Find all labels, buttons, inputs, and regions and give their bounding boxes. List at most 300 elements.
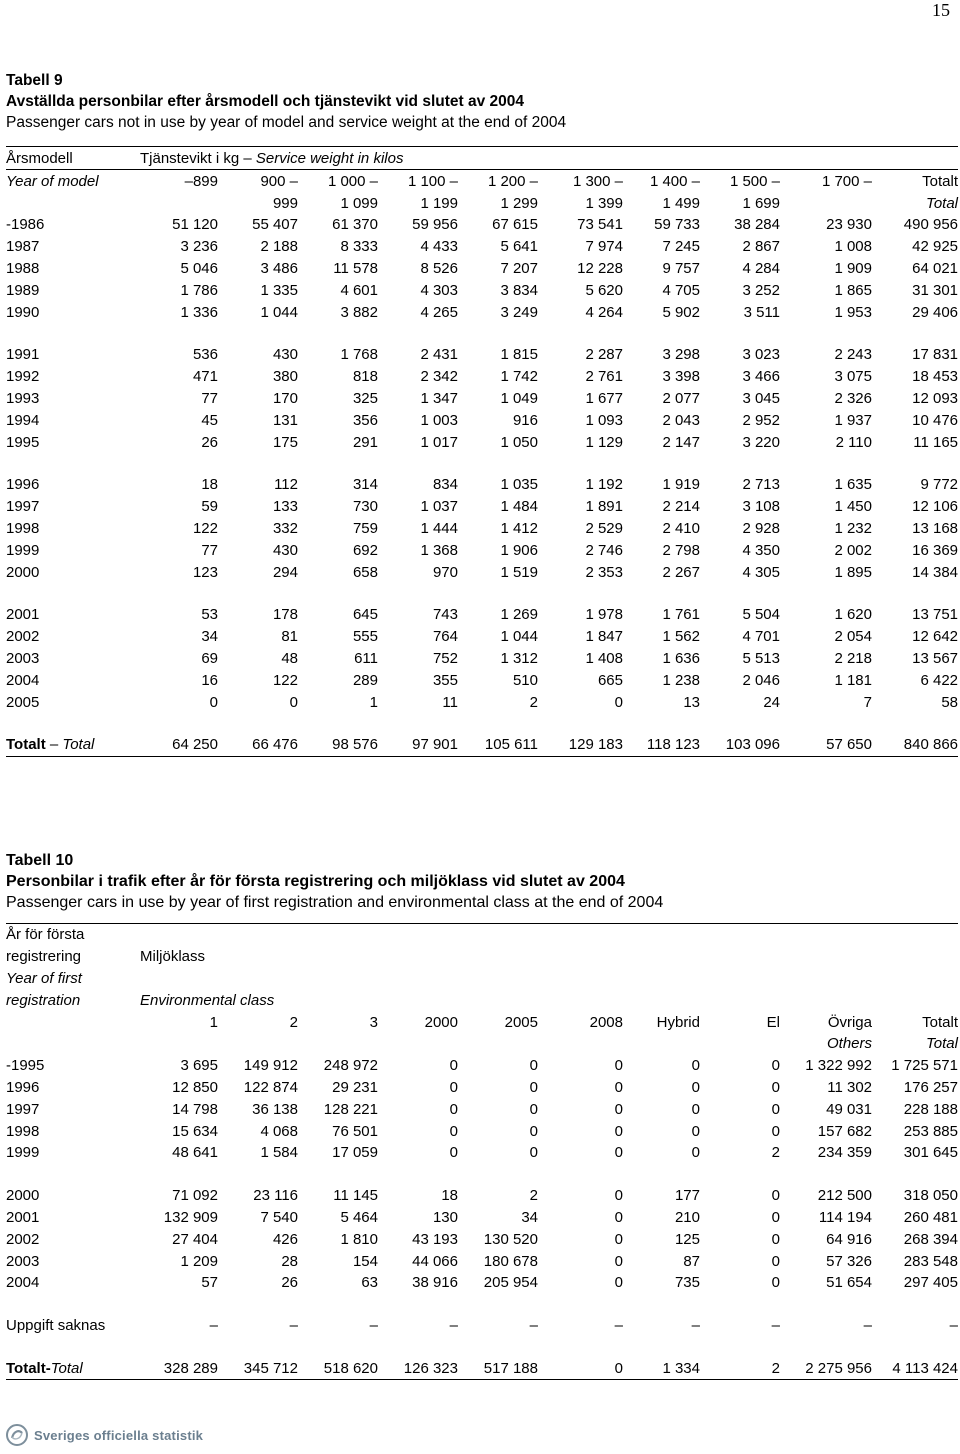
table-cell: 61 370	[332, 216, 378, 234]
table-cell: 26	[281, 1274, 298, 1292]
table-cell: 818	[352, 368, 378, 386]
total-cell: 126 323	[403, 1359, 458, 1377]
table-cell: 7 207	[500, 259, 538, 277]
table-row	[6, 1077, 958, 1099]
table-10-body	[6, 1055, 958, 1358]
table-row	[6, 279, 958, 301]
total-cell: 2	[771, 1359, 780, 1377]
col-bottom	[218, 1033, 298, 1055]
table-cell: 426	[272, 1230, 298, 1248]
table-cell: 1 865	[834, 281, 872, 299]
col-top: Hybrid	[656, 1013, 700, 1031]
col-bottom	[623, 1033, 700, 1055]
table-cell: 18	[441, 1187, 458, 1205]
col-bottom: 1 699	[742, 194, 780, 212]
col-top: 2008	[589, 1013, 623, 1031]
table-cell: 1 336	[180, 303, 218, 321]
col-top: 1	[209, 1013, 218, 1031]
table-cell: 3 023	[742, 346, 780, 364]
table-cell: 0	[209, 693, 218, 711]
table-cell: 1 937	[834, 411, 872, 429]
table-cell: 1 238	[662, 671, 700, 689]
table-9-head-row-3	[6, 192, 958, 214]
table-cell: 157 682	[817, 1122, 872, 1140]
table-cell: 3 252	[742, 281, 780, 299]
table-cell: –	[949, 1317, 958, 1335]
table-cell: 175	[272, 433, 298, 451]
table-cell: 380	[272, 368, 298, 386]
table-cell: 0	[771, 1252, 780, 1270]
table-cell: 17 059	[332, 1144, 378, 1162]
table-cell: 2 410	[662, 519, 700, 537]
table-cell: 3 236	[180, 238, 218, 256]
table-cell: 48	[281, 649, 298, 667]
table-cell: 3 486	[260, 259, 298, 277]
table-cell: 11 302	[827, 1078, 872, 1096]
col-top: –899	[184, 172, 218, 190]
total-cell: 129 183	[568, 736, 623, 754]
table-cell: 759	[352, 519, 378, 537]
table-cell: 12 850	[172, 1078, 218, 1096]
table-cell: 7 245	[662, 238, 700, 256]
table-cell: –	[449, 1317, 458, 1335]
table-cell: 1 847	[585, 628, 623, 646]
table-cell: 5 620	[585, 281, 623, 299]
table-10-head-row-4	[6, 989, 958, 1011]
table-cell: 1 636	[662, 649, 700, 667]
table-row	[6, 258, 958, 280]
table-cell: 735	[674, 1274, 700, 1292]
table-cell: 0	[614, 693, 623, 711]
table-9-title-sv: Avställda personbilar efter årsmodell och tjänstevikt vid slutet av 2004	[6, 93, 525, 110]
table-cell: 0	[614, 1187, 623, 1205]
row-label: 2004	[6, 671, 40, 689]
table-cell: 2 326	[834, 389, 872, 407]
table-cell: 1 484	[500, 498, 538, 516]
table-cell: 4 701	[742, 628, 780, 646]
table-cell: 1 742	[500, 368, 538, 386]
table-10-number: Tabell 10	[6, 852, 74, 869]
table-cell: 471	[192, 368, 218, 386]
row-label: 1997	[6, 498, 40, 516]
table-cell: 51 120	[172, 216, 218, 234]
table-9-colgroup-label	[140, 147, 958, 170]
table-cell: 53	[201, 606, 218, 624]
table-10-total-row	[6, 1358, 958, 1380]
table-cell: 658	[352, 563, 378, 581]
table-cell: 43 193	[412, 1230, 458, 1248]
row-label: 2000	[6, 1187, 40, 1205]
table-cell: 0	[771, 1230, 780, 1248]
table-cell: 430	[272, 346, 298, 364]
col-top: 2	[289, 1013, 298, 1031]
table-cell: 29 231	[332, 1078, 378, 1096]
table-9-total-row	[6, 734, 958, 756]
table-cell: 283 548	[903, 1252, 958, 1270]
table-cell: 2 267	[662, 563, 700, 581]
col-top: 1 500 –	[729, 172, 780, 190]
table-cell: 24	[763, 693, 780, 711]
table-cell: 73 541	[577, 216, 623, 234]
col-bottom: Total	[926, 194, 959, 212]
table-cell: 4 068	[260, 1122, 298, 1140]
table-9-title-en: Passenger cars not in use by year of model and service weight at the end of 2004	[6, 114, 567, 131]
table-cell: 1 635	[834, 476, 872, 494]
table-cell: 291	[352, 433, 378, 451]
table-cell: 1 768	[340, 346, 378, 364]
footer-logo	[6, 1424, 203, 1446]
col-bottom	[538, 1033, 623, 1055]
row-label: 2001	[6, 606, 40, 624]
table-cell: 1 761	[662, 606, 700, 624]
table-cell: 0	[691, 1100, 700, 1118]
table-cell: 1 044	[260, 303, 298, 321]
table-10-colgroup-sv: Miljöklass	[140, 948, 206, 966]
table-cell: 297 405	[903, 1274, 958, 1292]
table-cell: 2 214	[662, 498, 700, 516]
table-cell: 2 243	[834, 346, 872, 364]
row-label: 1994	[6, 411, 40, 429]
table-cell: 0	[529, 1100, 538, 1118]
table-10-head-row-2	[6, 946, 958, 968]
table-cell: 2 043	[662, 411, 700, 429]
table-9-rowhead-sv: Årsmodell	[6, 149, 73, 167]
total-label-en: Total	[50, 1359, 83, 1377]
table-10-total-label	[6, 1358, 140, 1380]
table-cell: 2 761	[585, 368, 623, 386]
col-bottom: Total	[926, 1035, 958, 1053]
row-label: 2005	[6, 693, 40, 711]
table-cell: 16 369	[912, 541, 959, 559]
table-cell: 57 326	[826, 1252, 872, 1270]
table-cell: 122	[272, 671, 298, 689]
col-top: 3	[369, 1013, 378, 1031]
table-row	[6, 1228, 958, 1250]
colgroup-en: Service weight in kilos	[255, 149, 404, 167]
table-cell: 154	[352, 1252, 378, 1270]
table-cell: 1 017	[420, 433, 458, 451]
col-top: Övriga	[827, 1013, 872, 1031]
table-cell: 0	[614, 1274, 623, 1292]
row-label: 1990	[6, 303, 40, 321]
row-label: 1997	[6, 1100, 40, 1118]
col-top: 1 000 –	[327, 172, 378, 190]
table-cell: 0	[691, 1057, 700, 1075]
table-cell: 9 772	[920, 476, 959, 494]
col-bottom	[378, 1033, 458, 1055]
table-cell: 0	[529, 1144, 538, 1162]
table-cell: 1 725 571	[891, 1057, 958, 1075]
table-cell: 2 002	[834, 541, 872, 559]
table-cell: 63	[361, 1274, 378, 1292]
group-spacer	[6, 323, 958, 344]
table-cell: 2 077	[662, 389, 700, 407]
table-10-rowhead-en-2: registration	[6, 991, 81, 1009]
table-cell: 0	[771, 1057, 780, 1075]
table-cell: 260 481	[903, 1208, 958, 1226]
row-label: 1999	[6, 541, 40, 559]
table-10	[6, 850, 958, 1386]
table-cell: 1 891	[585, 498, 623, 516]
table-10-head-row-3	[6, 968, 958, 990]
row-label: 2000	[6, 563, 40, 581]
table-cell: 430	[272, 541, 298, 559]
table-cell: 1 192	[585, 476, 623, 494]
col-bottom	[140, 192, 218, 214]
table-cell: 2 218	[834, 649, 872, 667]
table-cell: 1 232	[834, 519, 872, 537]
table-cell: 1 129	[585, 433, 623, 451]
table-cell: 210	[674, 1208, 700, 1226]
table-cell: 1 519	[500, 563, 538, 581]
table-cell: 289	[352, 671, 378, 689]
col-bottom: 1 099	[340, 194, 378, 212]
table-cell: 0	[614, 1122, 623, 1140]
row-label: 1988	[6, 259, 40, 277]
table-cell: 3 298	[662, 346, 700, 364]
table-cell: 2 054	[834, 628, 872, 646]
table-cell: 45	[201, 411, 218, 429]
table-10-head-row-1	[6, 924, 958, 946]
table-cell: 1 269	[500, 606, 538, 624]
table-cell: 645	[352, 606, 378, 624]
table-cell: 510	[512, 671, 538, 689]
table-cell: 0	[449, 1100, 458, 1118]
col-top: 2000	[424, 1013, 458, 1031]
table-cell: 34	[521, 1208, 538, 1226]
table-row	[6, 474, 958, 496]
table-cell: 0	[449, 1078, 458, 1096]
row-label: Uppgift saknas	[6, 1317, 106, 1335]
table-cell: 2 287	[585, 346, 623, 364]
total-cell: 0	[614, 1359, 623, 1377]
row-label: 2002	[6, 1230, 40, 1248]
table-row	[6, 236, 958, 258]
table-cell: 1 347	[420, 389, 458, 407]
table-row	[6, 366, 958, 388]
table-cell: 18 453	[912, 368, 959, 386]
table-cell: 0	[771, 1078, 780, 1096]
col-top: Totalt	[922, 1013, 958, 1031]
table-cell: 59 956	[412, 216, 458, 234]
table-cell: 77	[201, 389, 218, 407]
row-label: 1996	[6, 1078, 40, 1096]
table-row	[6, 1098, 958, 1120]
row-label: 1992	[6, 368, 40, 386]
table-cell: 38 916	[412, 1274, 458, 1292]
table-cell: 2 147	[662, 433, 700, 451]
col-bottom	[780, 192, 872, 214]
table-cell: 76 501	[332, 1122, 378, 1140]
table-cell: 1 209	[180, 1252, 218, 1270]
table-cell: 149 912	[243, 1057, 298, 1075]
total-cell: 328 289	[163, 1359, 218, 1377]
table-10-title-sv: Personbilar i trafik efter år för första registrering och miljöklass vid slutet av 2004	[6, 873, 625, 890]
total-label-sv: Totalt-	[6, 1359, 51, 1377]
table-cell: 1 953	[834, 303, 872, 321]
table-cell: 7 540	[260, 1208, 298, 1226]
table-cell: 176 257	[903, 1078, 958, 1096]
table-cell: 57	[201, 1274, 218, 1292]
table-row	[6, 561, 958, 583]
col-bottom: 1 199	[420, 194, 458, 212]
table-cell: –	[289, 1317, 298, 1335]
table-cell: 0	[529, 1122, 538, 1140]
table-cell: 112	[274, 476, 298, 494]
table-cell: 0	[614, 1144, 623, 1162]
table-cell: –	[691, 1317, 700, 1335]
table-row	[6, 496, 958, 518]
table-cell: 1 093	[585, 411, 623, 429]
table-cell: 170	[272, 389, 298, 407]
colgroup-dash: –	[243, 149, 252, 167]
col-bottom	[458, 1033, 538, 1055]
table-cell: 318 050	[903, 1187, 958, 1205]
table-cell: 122	[192, 519, 218, 537]
col-top: 1 200 –	[487, 172, 538, 190]
table-cell: 294	[272, 563, 298, 581]
group-spacer	[6, 1337, 958, 1358]
table-cell: 1 181	[834, 671, 872, 689]
table-cell: 8 526	[420, 259, 458, 277]
table-cell: 0	[771, 1208, 780, 1226]
row-label: 1995	[6, 433, 40, 451]
col-bottom	[700, 1033, 780, 1055]
table-10-rowhead-en-1: Year of first	[6, 969, 82, 987]
total-cell: 103 096	[725, 736, 780, 754]
table-cell: 87	[683, 1252, 700, 1270]
table-cell: 764	[432, 628, 458, 646]
table-cell: 2 529	[585, 519, 623, 537]
table-cell: 4 433	[420, 238, 458, 256]
table-cell: 268 394	[903, 1230, 958, 1248]
total-cell: 57 650	[826, 736, 872, 754]
table-cell: 1	[369, 693, 378, 711]
table-cell: 314	[352, 476, 378, 494]
table-cell: 7	[863, 693, 872, 711]
table-cell: 2 928	[742, 519, 780, 537]
table-row	[6, 1315, 958, 1337]
table-cell: 34	[201, 628, 218, 646]
table-cell: 5 513	[742, 649, 780, 667]
col-bottom	[140, 1033, 218, 1055]
table-cell: 2 110	[835, 433, 872, 451]
table-cell: 0	[614, 1208, 623, 1226]
total-label-sv: Totalt	[6, 736, 46, 754]
table-cell: 5 641	[500, 238, 538, 256]
table-cell: 1 335	[260, 281, 298, 299]
table-cell: 4 350	[742, 541, 780, 559]
col-top: 1 100 –	[407, 172, 458, 190]
group-spacer	[6, 1294, 958, 1315]
table-cell: 0	[614, 1057, 623, 1075]
row-label: -1995	[6, 1057, 45, 1075]
table-9-grid	[6, 146, 958, 765]
table-cell: 58	[941, 693, 959, 711]
col-bottom: Others	[826, 1035, 872, 1053]
total-cell: 840 866	[903, 736, 959, 754]
table-cell: 2 746	[585, 541, 623, 559]
total-label-dash: –	[49, 736, 59, 754]
table-cell: 1 815	[500, 346, 538, 364]
table-9-head-row-2	[6, 170, 958, 193]
table-cell: 1 909	[834, 259, 872, 277]
group-spacer	[6, 1164, 958, 1185]
table-cell: 1 368	[420, 541, 458, 559]
total-cell: 2 275 956	[805, 1359, 872, 1377]
table-cell: 67 615	[492, 216, 538, 234]
total-cell: 517 188	[483, 1359, 538, 1377]
table-cell: 1 044	[500, 628, 538, 646]
col-bottom	[298, 1033, 378, 1055]
table-cell: 3 511	[743, 303, 780, 321]
table-cell: 332	[272, 519, 298, 537]
row-label: 2003	[6, 649, 40, 667]
table-cell: 1 978	[585, 606, 623, 624]
table-cell: 69	[201, 649, 218, 667]
table-row	[6, 301, 958, 323]
table-cell: 5 504	[742, 606, 780, 624]
table-9-body	[6, 214, 958, 734]
table-cell: 10 476	[912, 411, 959, 429]
table-row	[6, 409, 958, 431]
table-cell: 234 359	[817, 1144, 872, 1162]
row-label: -1986	[6, 216, 45, 234]
table-cell: 48 641	[172, 1144, 218, 1162]
table-9	[6, 70, 958, 765]
table-cell: 4 601	[340, 281, 378, 299]
table-cell: 38 284	[734, 216, 780, 234]
table-cell: 1 444	[420, 519, 458, 537]
table-cell: 0	[691, 1078, 700, 1096]
table-cell: 13 567	[912, 649, 959, 667]
row-label: 1996	[6, 476, 40, 494]
table-cell: 2 046	[742, 671, 780, 689]
table-cell: 3 398	[662, 368, 700, 386]
table-cell: 0	[771, 1100, 780, 1118]
table-cell: 1 620	[834, 606, 872, 624]
table-cell: 3 834	[500, 281, 538, 299]
group-spacer	[6, 583, 958, 604]
table-cell: 5 046	[180, 259, 218, 277]
table-row	[6, 604, 958, 626]
total-cell: 4 113 424	[892, 1359, 958, 1377]
table-cell: 4 305	[742, 563, 780, 581]
table-row	[6, 1207, 958, 1229]
col-bottom: 1 399	[585, 194, 623, 212]
table-cell: 27 404	[172, 1230, 218, 1248]
row-label: 1998	[6, 519, 40, 537]
table-cell: 12 642	[912, 628, 959, 646]
table-row	[6, 1185, 958, 1207]
table-cell: 4 303	[420, 281, 458, 299]
col-bottom: 999	[272, 194, 298, 212]
table-cell: 1 906	[500, 541, 538, 559]
table-10-caption	[6, 850, 958, 913]
table-cell: 212 500	[817, 1187, 872, 1205]
table-row	[6, 648, 958, 670]
table-cell: 1 035	[500, 476, 538, 494]
col-top: 900 –	[260, 172, 298, 190]
table-cell: –	[209, 1317, 218, 1335]
row-label: 2003	[6, 1252, 40, 1270]
table-cell: 490 956	[903, 216, 959, 234]
table-cell: 916	[512, 411, 538, 429]
table-10-head-row-5	[6, 1011, 958, 1033]
table-row	[6, 669, 958, 691]
row-label: 1987	[6, 238, 40, 256]
table-cell: 665	[597, 671, 623, 689]
